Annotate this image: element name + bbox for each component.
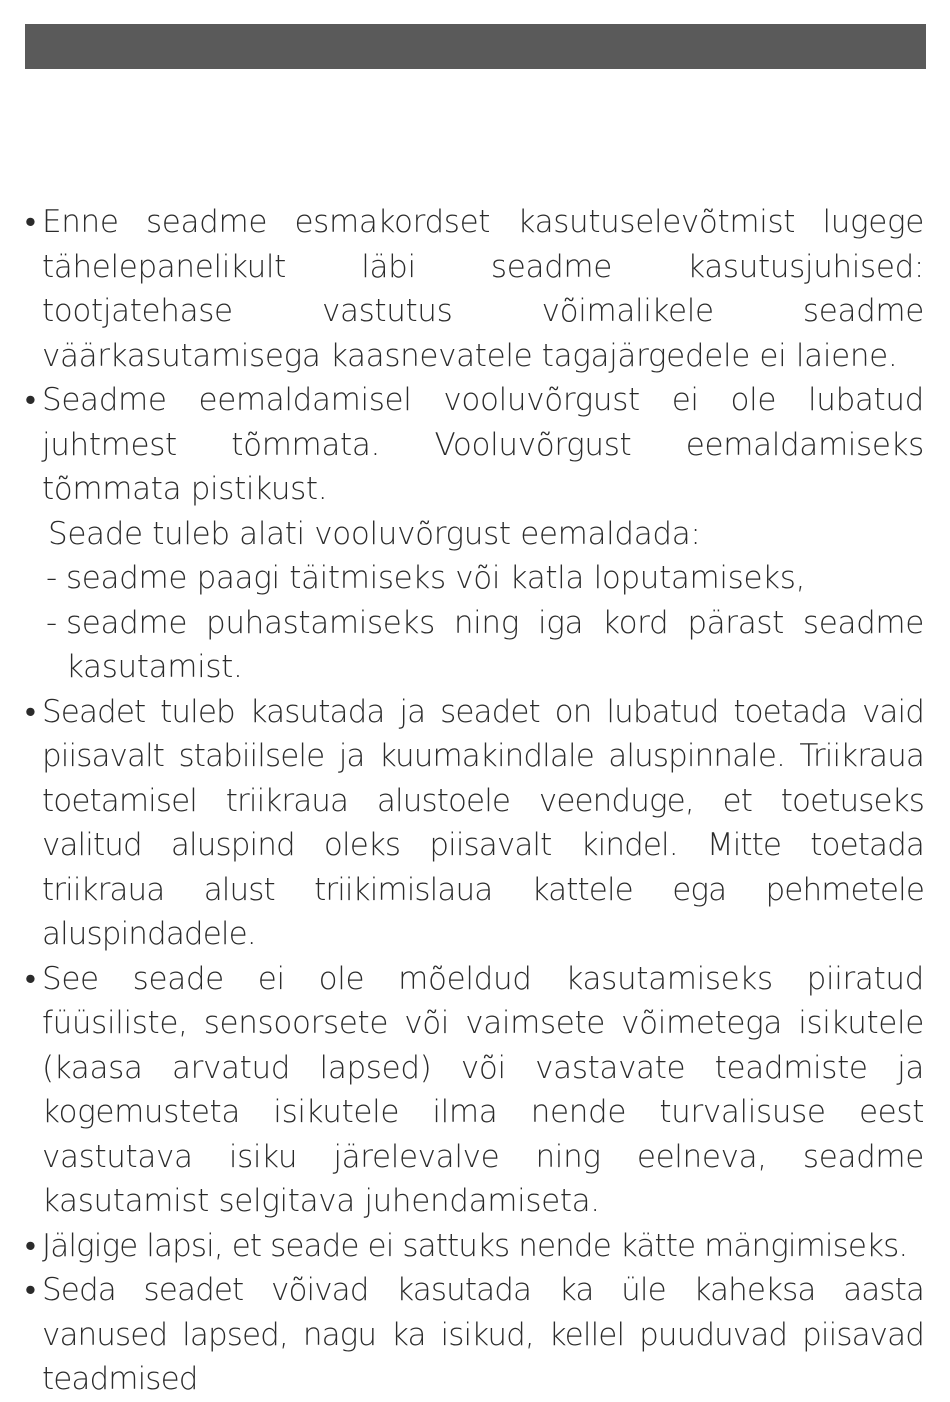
list-item-text: Jälgige lapsi, et seade ei sattuks nende kätte mängimiseks. xyxy=(42,1227,908,1264)
sub-list-item xyxy=(22,556,924,601)
list-item-text: Seda seadet võivad kasutada ka üle kaheksa aasta vanused lapsed, nagu ka isikud, kellel puuduvad piisavad teadmised xyxy=(42,1272,924,1397)
list-item xyxy=(22,200,924,378)
list-item-text: Seadme eemaldamisel vooluvõrgust ei ole lubatud juhtmest tõmmata. Vooluvõrgust eemaldamiseks tõmmata pistikust. xyxy=(42,382,924,507)
safety-instructions xyxy=(22,200,924,1402)
bullet: • xyxy=(25,960,36,997)
sub-list-item-text: seadme puhastamiseks ning iga kord pärast seadme kasutamist. xyxy=(66,604,924,685)
dash: - xyxy=(46,560,57,596)
list-item xyxy=(22,1224,924,1269)
list-item-text: Seadet tuleb kasutada ja seadet on lubatud toetada vaid piisavalt stabiilsele ja kuumakindlale aluspinnale. Triikraua toetamisel triikraua alustoele veenduge, et toetuseks valitud aluspind oleks piisavalt kindel. Mitte toetada triikraua alust triikimislaua kattele ega pehmetele aluspindadele. xyxy=(42,693,924,952)
list-item-text: See seade ei ole mõeldud kasutamiseks piiratud füüsiliste, sensoorsete või vaimsete võimetega isikutele (kaasa arvatud lapsed) või vastavate teadmiste ja kogemusteta isikutele ilma nende turvalisuse eest vastutava isiku järelevalve ning eelneva, seadme kasutamist selgitava juhendamiseta. xyxy=(42,960,924,1219)
sub-list-item-text: seadme paagi täitmiseks või katla loputamiseks, xyxy=(66,560,806,596)
disconnect-note: Seade tuleb alati vooluvõrgust eemaldada: xyxy=(48,515,701,552)
list-item xyxy=(22,378,924,512)
bullet: • xyxy=(25,382,36,418)
dash: - xyxy=(46,604,57,641)
bullet: • xyxy=(25,1227,36,1264)
bullet: • xyxy=(25,204,36,240)
header-bar xyxy=(25,24,926,69)
list-item xyxy=(22,957,924,1224)
list-item xyxy=(22,1268,924,1402)
list-item xyxy=(22,690,924,957)
bullet: • xyxy=(25,1272,36,1308)
list-item-text: Enne seadme esmakordset kasutuselevõtmist lugege tähelepanelikult läbi seadme kasutusjuhised: tootjatehase vastutus võimalikele seadme väärkasutamisega kaasnevatele tagajärgedele ei laiene. xyxy=(42,204,924,374)
sub-list-item xyxy=(22,601,924,690)
bullet: • xyxy=(25,693,36,730)
